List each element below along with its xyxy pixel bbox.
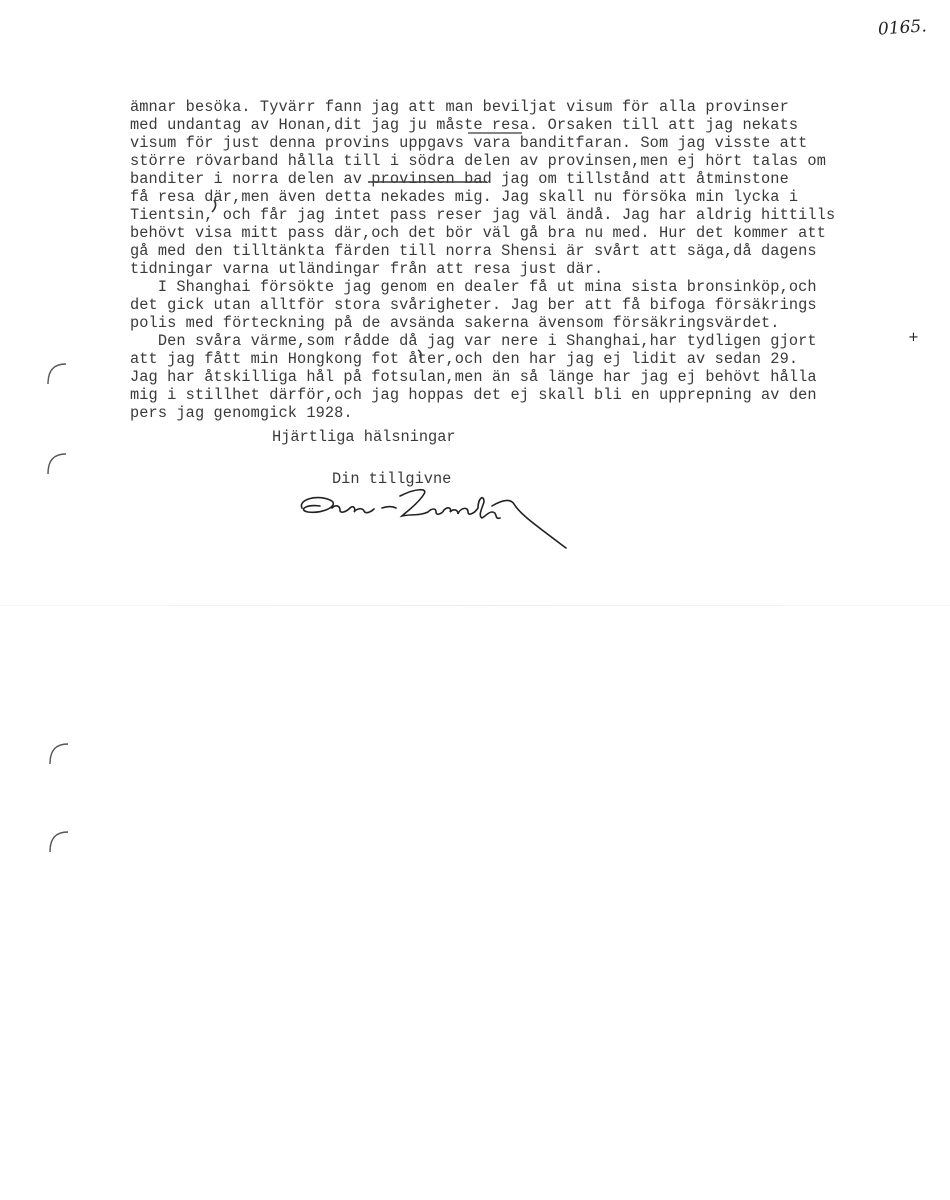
- letter-line: med undantag av Honan,dit jag ju måste resa. Orsaken till att jag nekats: [130, 116, 799, 134]
- letter-line: tidningar varna utländingar från att resa just där.: [130, 260, 604, 278]
- letter-line: gå med den tilltänkta färden till norra Shensi är svårt att säga,då dagens: [130, 242, 817, 260]
- punch-hole-mark: [46, 830, 72, 856]
- letter-line: I Shanghai försökte jag genom en dealer få ut mina sista bronsinköp,och: [130, 278, 817, 296]
- letter-line: mig i stillhet därför,och jag hoppas det ej skall bli en upprepning av den: [130, 386, 817, 404]
- letter-line: Jag har åtskilliga hål på fotsulan,men än så länge har jag ej behövt hålla: [130, 368, 817, 386]
- letter-line: Den svåra värme,som rådde då jag var nere i Shanghai,har tydligen gjort: [130, 332, 817, 350]
- letter-line: banditer i norra delen av provinsen bad jag om tillstånd att åtminstone: [130, 170, 789, 188]
- greeting: Hjärtliga hälsningar: [272, 428, 456, 446]
- letter-line: polis med förteckning på de avsända sakerna ävensom försäkringsvärdet.: [130, 314, 780, 332]
- punch-hole-mark: [46, 742, 72, 768]
- letter-line: det gick utan alltför stora svårigheter. Jag ber att få bifoga försäkrings: [130, 296, 817, 314]
- letter-line: ämnar besöka. Tyvärr fann jag att man beviljat visum för alla provinser: [130, 98, 789, 116]
- letter-line: få resa där,men även detta nekades mig. Jag skall nu försöka min lycka i: [130, 188, 799, 206]
- closing: Din tillgivne: [332, 470, 452, 488]
- page-number: 0165.: [877, 16, 928, 40]
- paper-fold: [0, 605, 950, 606]
- punch-hole-mark: [44, 362, 70, 388]
- letter-line: pers jag genomgick 1928.: [130, 404, 353, 422]
- letter-line: Tientsin, och får jag intet pass reser jag väl ändå. Jag har aldrig hittills: [130, 206, 836, 224]
- letter-line: större rövarband hålla till i södra delen av provinsen,men ej hört talas om: [130, 152, 826, 170]
- punch-hole-mark: [44, 452, 70, 478]
- letter-line: att jag fått min Hongkong fot åter,och den har jag ej lidit av sedan 29.: [130, 350, 799, 368]
- handwritten-signature: [296, 486, 586, 556]
- letter-line: visum för just denna provins uppgavs vara banditfaran. Som jag visste att: [130, 134, 808, 152]
- letter-line: behövt visa mitt pass där,och det bör väl gå bra nu med. Hur det kommer att: [130, 224, 826, 242]
- margin-mark: +: [908, 330, 919, 345]
